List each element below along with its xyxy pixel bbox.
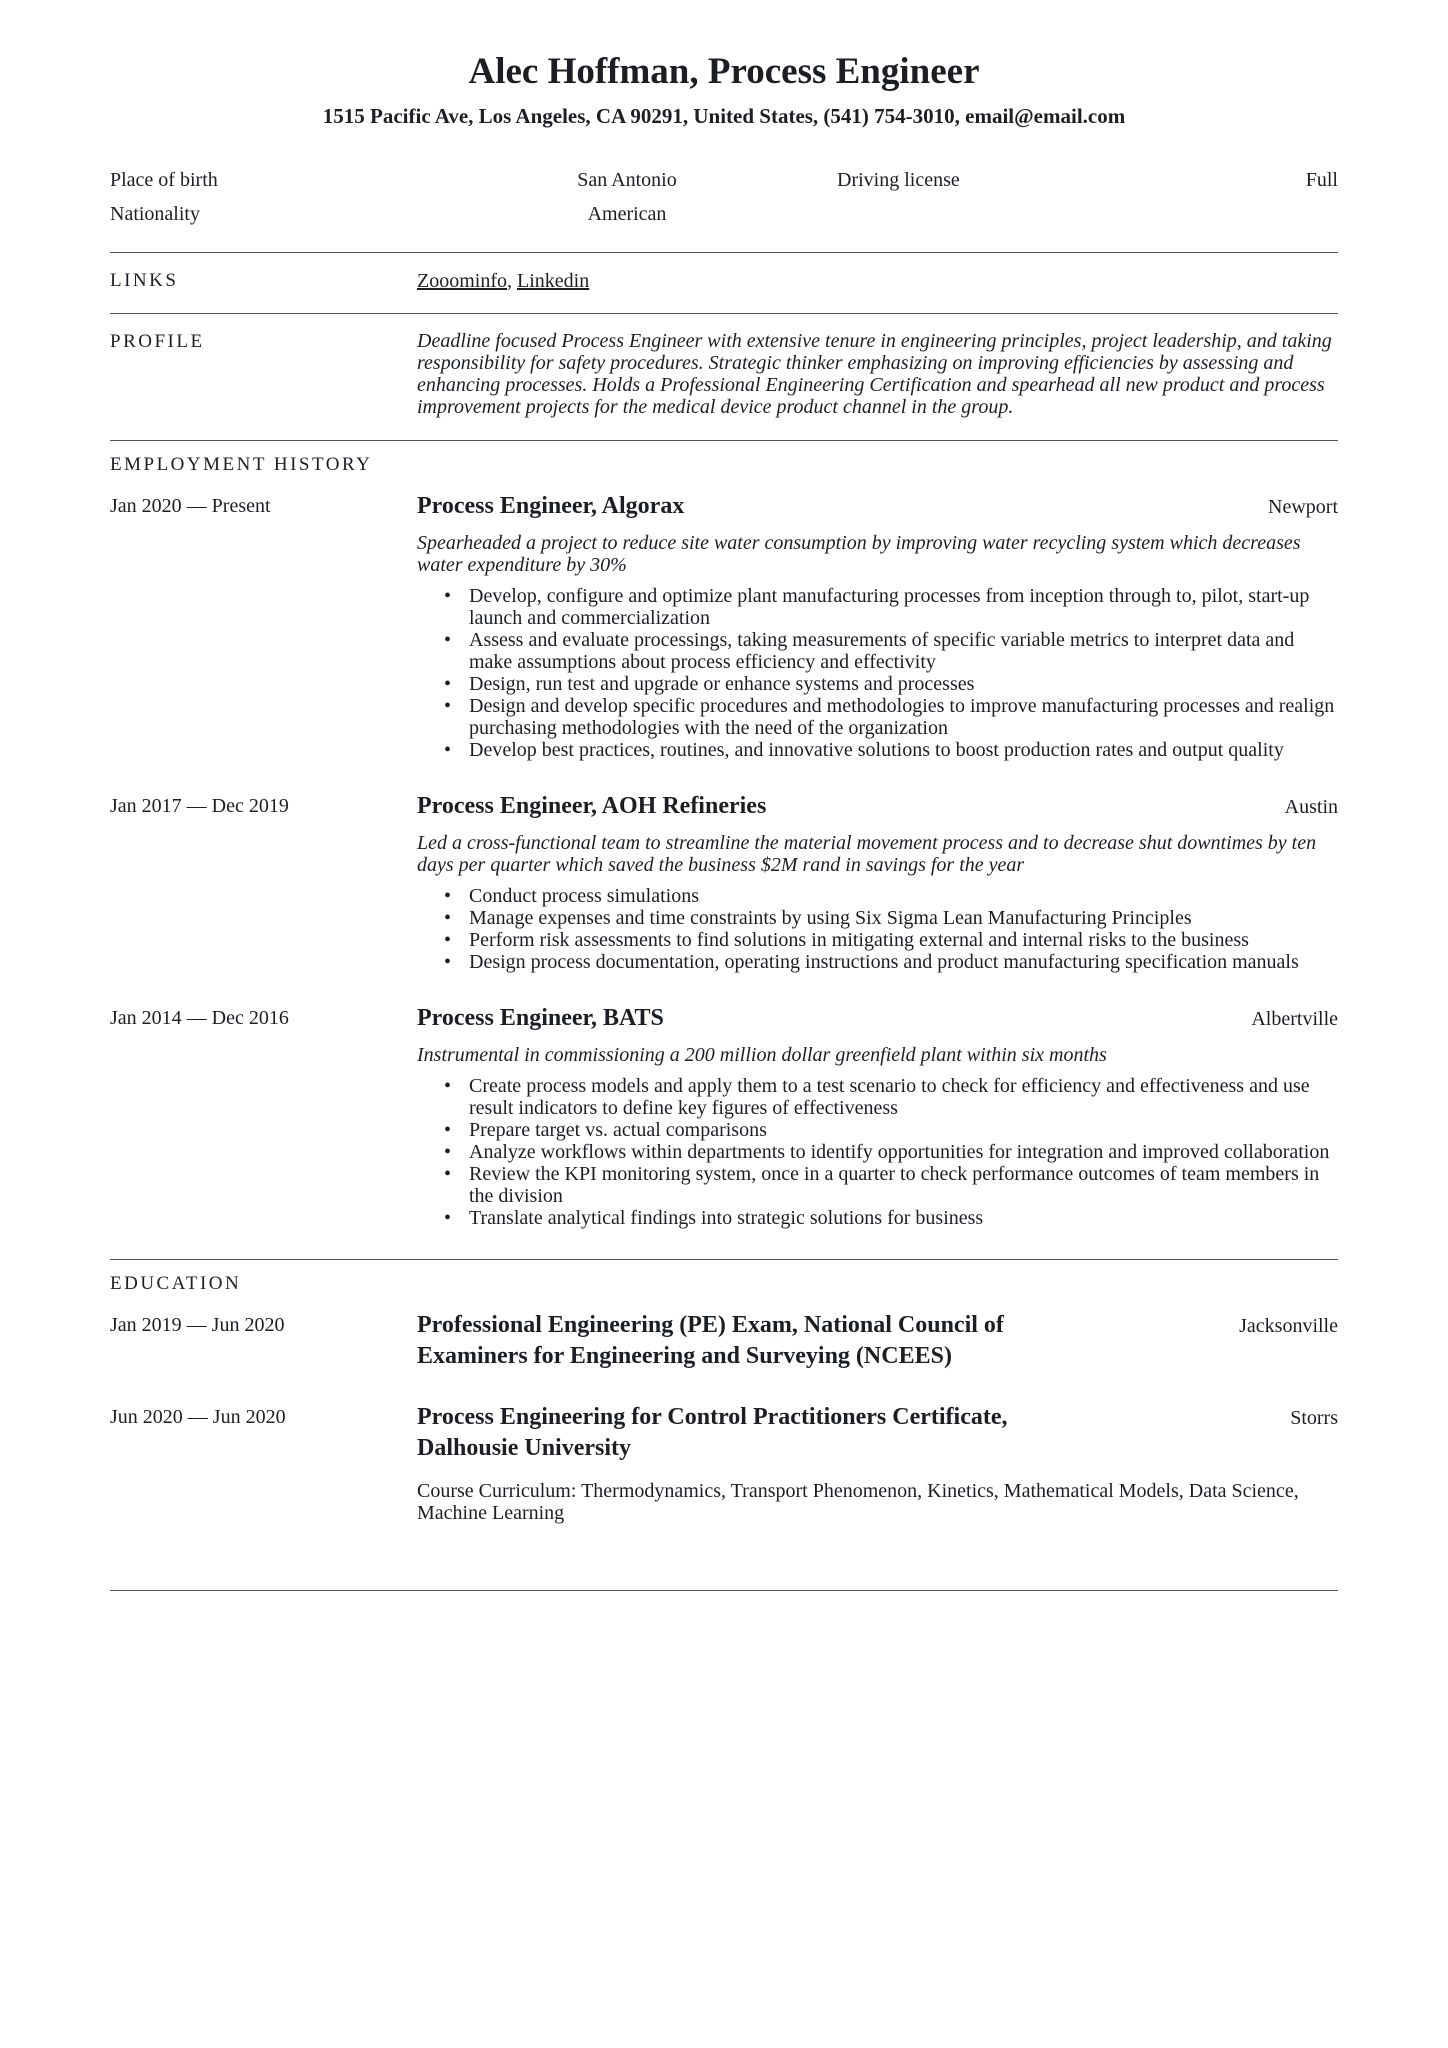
links-section bbox=[110, 252, 1338, 313]
job-entry bbox=[110, 1003, 1338, 1229]
education-main bbox=[417, 1402, 1338, 1524]
job-summary: Led a cross-functional team to streamline the material movement process and to decrease shut downtimes by ten days per quarter which saved the business $2M rand in savings for the year bbox=[417, 832, 1317, 877]
job-location: Austin bbox=[1284, 796, 1338, 819]
job-title: Process Engineer, Algorax bbox=[417, 493, 685, 520]
bullet-item: • Design process documentation, operating instructions and product manufacturing specification manuals bbox=[417, 951, 1338, 973]
job-bullet-list bbox=[417, 885, 1338, 973]
bullet-item: • Assess and evaluate processings, taking measurements of specific variable metrics to interpret data and make assumptions about process efficiency and effectivity bbox=[417, 629, 1338, 673]
profile-text: Deadline focused Process Engineer with extensive tenure in engineering principles, project leadership, and taking responsibility for safety procedures. Strategic thinker emphasizing on improving efficiencies by assessing and enhancing processes. Holds a Professional Engineering Certification and spearhead all new product and process improvement projects for the medical device product channel in the group. bbox=[417, 330, 1332, 419]
job-header bbox=[417, 491, 1338, 522]
job-main bbox=[417, 491, 1338, 761]
job-summary: Spearheaded a project to reduce site water consumption by improving water recycling system which decreases water expenditure by 30% bbox=[417, 532, 1301, 577]
bullet-item: • Design, run test and upgrade or enhance systems and processes bbox=[417, 673, 1338, 695]
job-location: Newport bbox=[1268, 496, 1338, 519]
job-dates: Jan 2020 — Present bbox=[110, 495, 271, 518]
education-entry bbox=[110, 1310, 1338, 1372]
education-section bbox=[110, 1259, 1338, 1590]
bullet-item: • Develop best practices, routines, and innovative solutions to boost production rates and output quality bbox=[417, 739, 1338, 761]
name-title: Alec Hoffman, Process Engineer bbox=[468, 51, 980, 92]
education-heading: EDUCATION bbox=[110, 1273, 242, 1295]
links-heading: LINKS bbox=[110, 270, 179, 292]
resume-header bbox=[110, 50, 1338, 129]
job-dates: Jan 2017 — Dec 2019 bbox=[110, 795, 289, 818]
job-header bbox=[417, 1003, 1338, 1034]
bullet-item: • Design and develop specific procedures and methodologies to improve manufacturing processes and realign purchasing methodologies with the need of the organization bbox=[417, 695, 1338, 739]
bullet-item: • Manage expenses and time constraints by using Six Sigma Lean Manufacturing Principles bbox=[417, 907, 1338, 929]
job-entry bbox=[110, 791, 1338, 973]
link-zooominfo[interactable]: Zooominfo bbox=[417, 270, 507, 293]
nationality-value: American bbox=[587, 203, 667, 226]
education-dates: Jun 2020 — Jun 2020 bbox=[110, 1406, 286, 1429]
education-location: Storrs bbox=[1290, 1407, 1338, 1430]
bullet-item: • Translate analytical findings into strategic solutions for business bbox=[417, 1207, 1338, 1229]
link-separator: , bbox=[507, 270, 517, 293]
bullet-item: • Review the KPI monitoring system, once in a quarter to check performance outcomes of team members in the division bbox=[417, 1163, 1338, 1207]
bullet-item: • Create process models and apply them to a test scenario to check for efficiency and effectiveness and use result indicators to define key figures of effectiveness bbox=[417, 1075, 1338, 1119]
profile-heading: PROFILE bbox=[110, 331, 205, 353]
contact-line: 1515 Pacific Ave, Los Angeles, CA 90291, United States, (541) 754-3010, email@email.com bbox=[322, 104, 1126, 129]
education-main bbox=[417, 1310, 1338, 1372]
job-title: Process Engineer, AOH Refineries bbox=[417, 793, 767, 820]
education-location: Jacksonville bbox=[1239, 1315, 1338, 1338]
place-of-birth-value: San Antonio bbox=[577, 169, 677, 192]
nationality-label: Nationality bbox=[110, 203, 200, 226]
place-of-birth-label: Place of birth bbox=[110, 169, 218, 192]
bullet-item: • Prepare target vs. actual comparisons bbox=[417, 1119, 1338, 1141]
job-bullet-list bbox=[417, 1075, 1338, 1229]
employment-heading: EMPLOYMENT HISTORY bbox=[110, 454, 373, 476]
profile-section bbox=[110, 313, 1338, 440]
education-title: Professional Engineering (PE) Exam, National Council of Examiners for Engineering and Surveying (NCEES) bbox=[417, 1312, 1004, 1370]
education-header bbox=[417, 1402, 1338, 1464]
job-main bbox=[417, 791, 1338, 973]
job-dates: Jan 2014 — Dec 2016 bbox=[110, 1007, 289, 1030]
job-title: Process Engineer, BATS bbox=[417, 1005, 664, 1032]
driving-license-label: Driving license bbox=[837, 169, 960, 192]
job-bullet-list bbox=[417, 585, 1338, 761]
bullet-item: • Perform risk assessments to find solutions in mitigating external and internal risks to the business bbox=[417, 929, 1338, 951]
education-course-note: Course Curriculum: Thermodynamics, Transport Phenomenon, Kinetics, Mathematical Models, Data Science, Machine Learning bbox=[417, 1480, 1299, 1525]
job-entry bbox=[110, 491, 1338, 761]
bullet-item: • Analyze workflows within departments to identify opportunities for integration and improved collaboration bbox=[417, 1141, 1338, 1163]
links-list bbox=[417, 269, 1338, 293]
job-header bbox=[417, 791, 1338, 822]
personal-details bbox=[110, 169, 1338, 226]
job-main bbox=[417, 1003, 1338, 1229]
education-title: Process Engineering for Control Practitioners Certificate, Dalhousie University bbox=[417, 1404, 1008, 1462]
education-dates: Jan 2019 — Jun 2020 bbox=[110, 1314, 285, 1337]
driving-license-value: Full bbox=[1305, 169, 1338, 192]
link-linkedin[interactable]: Linkedin bbox=[517, 270, 590, 293]
job-summary: Instrumental in commissioning a 200 million dollar greenfield plant within six months bbox=[417, 1044, 1107, 1067]
education-entry bbox=[110, 1402, 1338, 1524]
bullet-item: • Develop, configure and optimize plant manufacturing processes from inception through to, pilot, start-up launch and commercialization bbox=[417, 585, 1338, 629]
job-location: Albertville bbox=[1251, 1008, 1338, 1031]
bottom-divider bbox=[110, 1590, 1338, 1591]
education-header bbox=[417, 1310, 1338, 1372]
bullet-item: • Conduct process simulations bbox=[417, 885, 1338, 907]
employment-section bbox=[110, 440, 1338, 1229]
